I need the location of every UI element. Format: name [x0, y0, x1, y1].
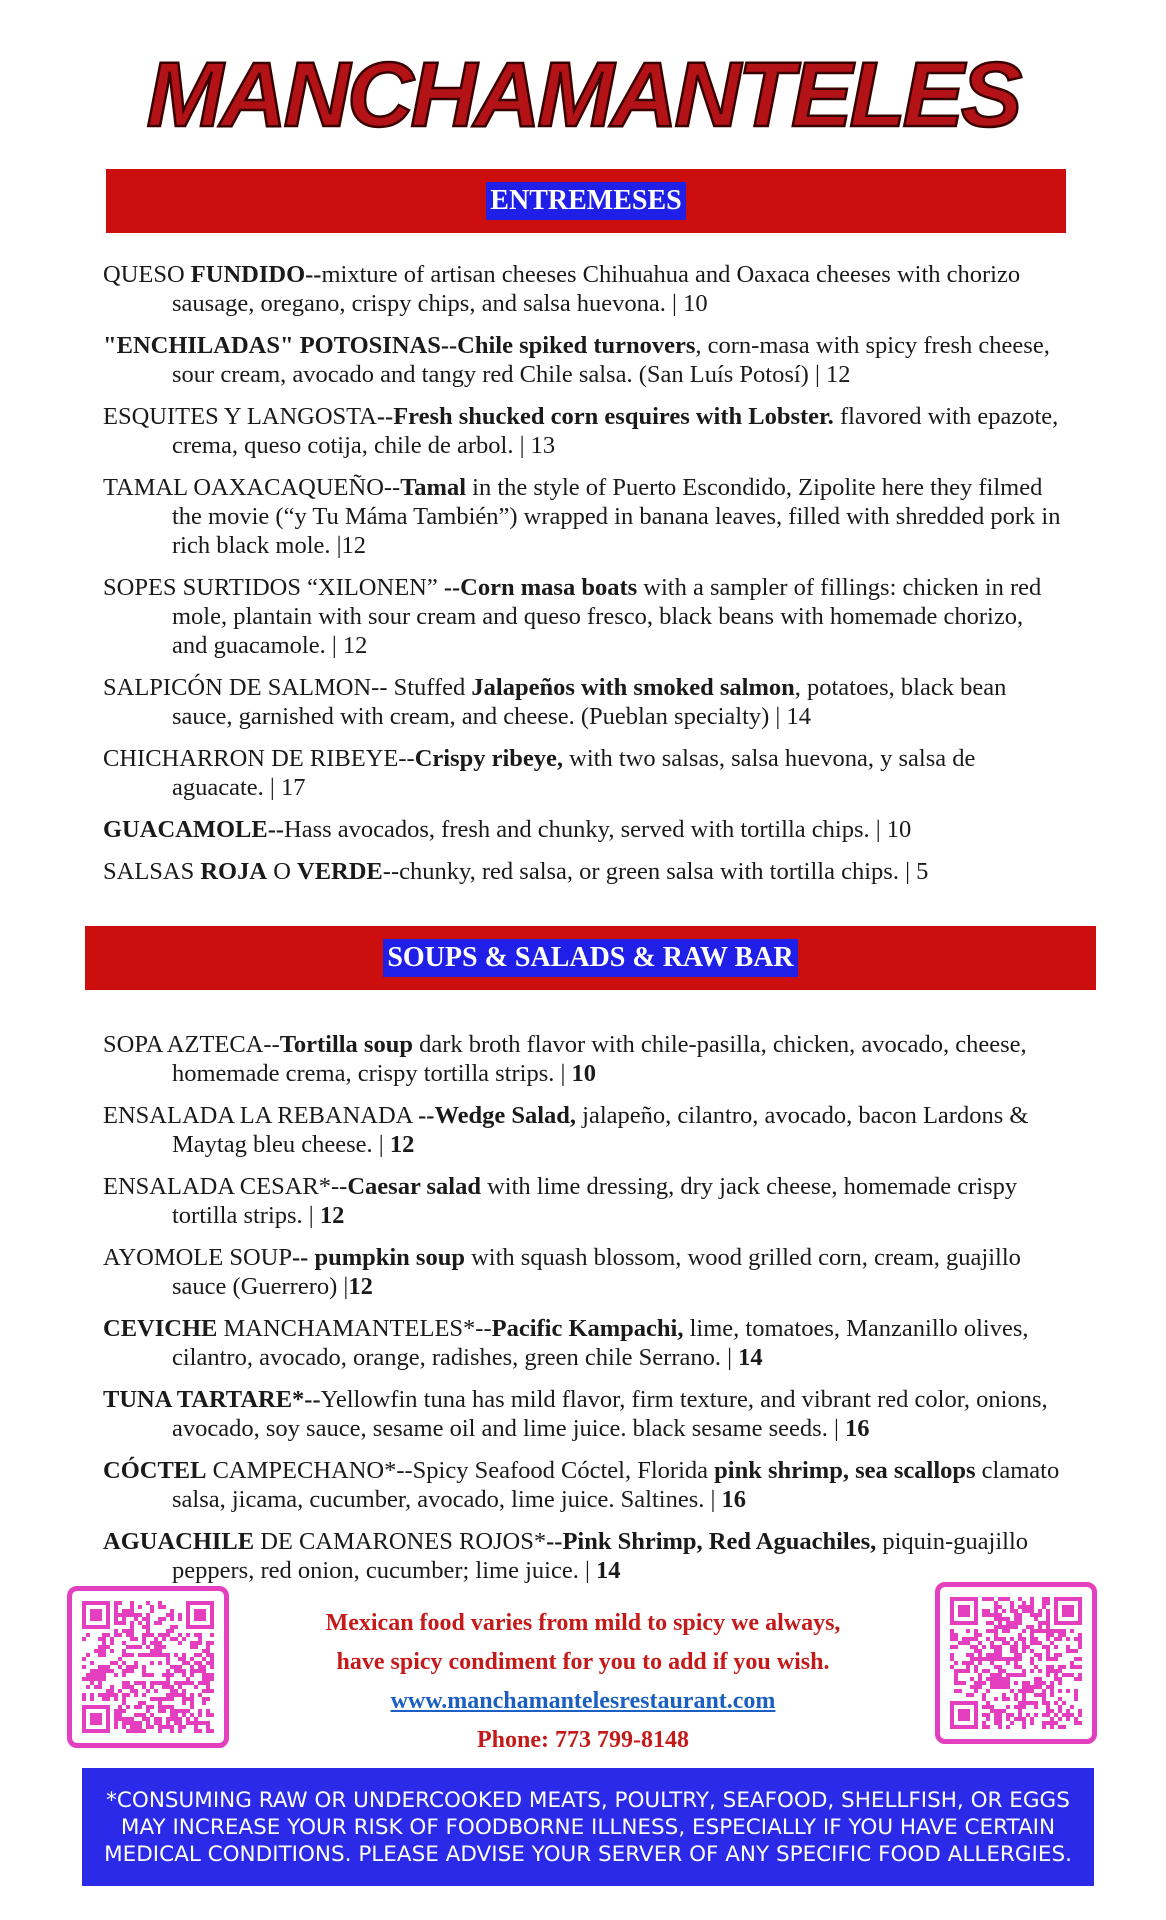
item-description: Hass avocados, fresh and chunky, served with tortilla chips. | 10	[284, 816, 912, 843]
item-name: AGUACHILE	[103, 1528, 255, 1555]
menu-item	[103, 1172, 1063, 1230]
item-description: lime, tomatoes, Manzanillo olives, cilantro, avocado, orange, radishes, green chile Serrano. |	[172, 1315, 1029, 1371]
qr-code-icon	[82, 1601, 214, 1733]
qr-code-left[interactable]	[67, 1586, 229, 1748]
menu-section-entremeses	[103, 260, 1063, 899]
item-description: --chunky, red salsa, or green salsa with tortilla chips. | 5	[382, 858, 929, 885]
menu-section-soups-salads	[103, 1030, 1063, 1598]
menu-item	[103, 1030, 1063, 1088]
item-name: Jalapeños with smoked salmon	[471, 674, 795, 701]
item-prefix: SALSAS	[103, 858, 201, 885]
logo-text: MANCHAMANTELES	[146, 48, 1020, 146]
item-description: with squash blossom, wood grilled corn, cream, guajillo sauce (Guerrero) |	[172, 1244, 1021, 1300]
item-price: 12	[389, 1131, 415, 1158]
menu-item	[103, 673, 1063, 731]
item-name: Tortilla soup	[279, 1031, 413, 1058]
item-name: ENCHILADAS" POTOSINAS--Chile spiked turnovers	[116, 332, 696, 359]
item-name-2: --Pink Shrimp, Red Aguachiles,	[546, 1528, 877, 1555]
website-link[interactable]: www.manchamantelesrestaurant.com	[390, 1688, 776, 1714]
item-name-2: VERDE	[297, 858, 383, 885]
item-name: --Fresh shucked corn esquires with Lobster.	[376, 403, 834, 430]
item-mid: MANCHAMANTELES*--	[217, 1315, 492, 1342]
item-name: --Corn masa boats	[443, 574, 638, 601]
item-prefix: SALPICÓN DE SALMON-- Stuffed	[103, 674, 472, 701]
item-name: CÓCTEL	[103, 1457, 207, 1484]
item-description: , corn-masa with spicy fresh cheese, sour cream, avocado and tangy red Chile salsa. (San Luís Potosí) | 12	[172, 332, 1050, 388]
section-title: SOUPS & SALADS & RAW BAR	[383, 939, 797, 977]
menu-item	[103, 331, 1063, 389]
item-description: clamato salsa, jicama, cucumber, avocado, lime juice. Saltines. |	[172, 1457, 1060, 1513]
item-name: FUNDIDO--	[190, 261, 322, 288]
section-header-entremeses	[106, 169, 1066, 233]
qr-code-right[interactable]	[935, 1582, 1097, 1744]
menu-item	[103, 1101, 1063, 1159]
item-description: flavored with epazote, crema, queso cotija, chile de arbol. | 13	[172, 403, 1059, 459]
item-name: Tamal	[400, 474, 467, 501]
item-description: in the style of Puerto Escondido, Zipolite here they filmed the movie (“y Tu Máma También”) wrapped in banana leaves, filled with shredded pork in rich black mole. |12	[172, 474, 1061, 559]
item-name: Crispy ribeye,	[414, 745, 564, 772]
item-price: 12	[348, 1273, 373, 1300]
notice-line-1: Mexican food varies from mild to spicy we always,	[325, 1610, 841, 1636]
item-name-2: Pacific Kampachi,	[491, 1315, 684, 1342]
item-prefix: "	[103, 332, 117, 359]
menu-item	[103, 1314, 1063, 1372]
notice-line-2: have spicy condiment for you to add if you wish.	[336, 1649, 830, 1675]
menu-item	[103, 857, 1063, 886]
item-description: , potatoes, black bean sauce, garnished with cream, and cheese. (Pueblan specialty) | 14	[172, 674, 1007, 730]
item-prefix: QUESO	[103, 261, 191, 288]
item-price: 14	[738, 1344, 763, 1371]
item-description: dark broth flavor with chile-pasilla, chicken, avocado, cheese, homemade crema, crispy tortilla strips. |	[172, 1031, 1027, 1087]
qr-code-icon	[950, 1597, 1082, 1729]
section-title: ENTREMESES	[486, 182, 685, 220]
logo-wordmark	[95, 48, 1071, 148]
item-price: 16	[721, 1486, 747, 1513]
menu-item	[103, 473, 1063, 560]
item-price: 10	[571, 1060, 597, 1087]
item-description: piquin-guajillo peppers, red onion, cucumber; lime juice. |	[172, 1528, 1028, 1584]
section-header-soups-salads	[85, 926, 1096, 990]
spice-notice	[260, 1604, 906, 1760]
item-prefix: ESQUITES Y LANGOSTA	[103, 403, 377, 430]
item-prefix: TAMAL OAXACAQUEÑO--	[103, 474, 401, 501]
item-price: 12	[319, 1202, 345, 1229]
item-description: with two salsas, salsa huevona, y salsa de aguacate. | 17	[172, 745, 976, 801]
restaurant-logo	[95, 48, 1071, 148]
item-prefix: AYOMOLE SOUP	[103, 1244, 293, 1271]
item-mid: O	[267, 858, 298, 885]
item-name: CEVICHE	[103, 1315, 218, 1342]
item-prefix: ENSALADA CESAR*--	[103, 1173, 348, 1200]
menu-item	[103, 1456, 1063, 1514]
phone-number: Phone: 773 799-8148	[477, 1727, 689, 1753]
item-prefix: CHICHARRON DE RIBEYE--	[103, 745, 415, 772]
menu-item	[103, 1527, 1063, 1585]
item-name: ROJA	[200, 858, 268, 885]
menu-item	[103, 1385, 1063, 1443]
item-prefix: SOPES SURTIDOS “XILONEN”	[103, 574, 444, 601]
item-prefix: SOPA AZTECA--	[103, 1031, 280, 1058]
menu-item	[103, 260, 1063, 318]
item-name: --Wedge Salad,	[418, 1102, 577, 1129]
food-safety-disclaimer	[82, 1768, 1094, 1886]
menu-item	[103, 573, 1063, 660]
menu-item	[103, 1243, 1063, 1301]
item-name: -- pumpkin soup	[292, 1244, 465, 1271]
item-description: Yellowfin tuna has mild flavor, firm texture, and vibrant red color, onions, avocado, soy sauce, sesame oil and lime juice. black sesame seeds. |	[172, 1386, 1048, 1442]
item-price: 16	[844, 1415, 870, 1442]
item-name: TUNA TARTARE*--	[103, 1386, 321, 1413]
item-description: with a sampler of fillings: chicken in red mole, plantain with sour cream and queso fresco, black beans with homemade chorizo, and guacamole. | 12	[172, 574, 1042, 659]
item-mid: DE CAMARONES ROJOS*	[254, 1528, 547, 1555]
menu-item	[103, 744, 1063, 802]
item-prefix: ENSALADA LA REBANADA	[103, 1102, 419, 1129]
menu-item	[103, 815, 1063, 844]
item-name: GUACAMOLE--	[103, 816, 285, 843]
item-price: 14	[596, 1557, 621, 1584]
item-name-2: pink shrimp, sea scallops	[714, 1457, 976, 1484]
item-description: with lime dressing, dry jack cheese, homemade crispy tortilla strips. |	[172, 1173, 1018, 1229]
item-description: jalapeño, cilantro, avocado, bacon Lardons & Maytag bleu cheese. |	[172, 1102, 1029, 1158]
menu-item	[103, 402, 1063, 460]
item-description: mixture of artisan cheeses Chihuahua and Oaxaca cheeses with chorizo sausage, oregano, crispy chips, and salsa huevona. | 10	[172, 261, 1021, 317]
item-name: Caesar salad	[347, 1173, 481, 1200]
item-mid: CAMPECHANO*--Spicy Seafood Cóctel, Florida	[206, 1457, 715, 1484]
disclaimer-text: *CONSUMING RAW OR UNDERCOOKED MEATS, POULTRY, SEAFOOD, SHELLFISH, OR EGGS MAY INCREASE YOUR RISK OF FOODBORNE ILLNESS, ESPECIALLY IF YOU HAVE CERTAIN MEDICAL CONDITIONS. PLEASE ADVISE YOUR SERVER OF ANY SPECIFIC FOOD ALLERGIES.	[104, 1787, 1072, 1867]
